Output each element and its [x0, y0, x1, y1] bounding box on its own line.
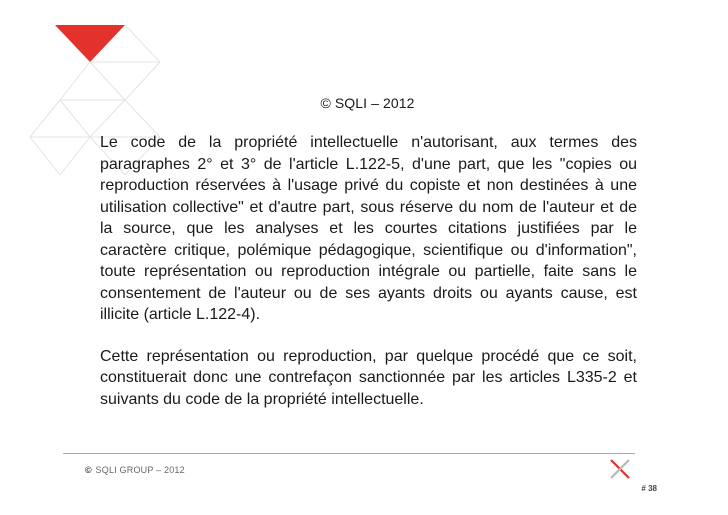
- sqli-x-mark-icon: [607, 456, 633, 482]
- copyright-header: © SQLI – 2012: [320, 95, 415, 111]
- page-number: # 38: [641, 484, 657, 493]
- footer-copyright: [85, 465, 185, 475]
- footer-copyright-text: SQLI GROUP – 2012: [95, 465, 185, 475]
- copyright-symbol: ©: [85, 465, 92, 475]
- legal-notice: [100, 132, 637, 410]
- footer-divider: [63, 453, 635, 454]
- legal-paragraph-1: Le code de la propriété intellectuelle n'autorisant, aux termes des paragraphes 2° et 3° de l'article L.122-5, d'une part, que les "copies ou reproduction réservées à l'usage privé du copiste et non destinées à une utilisation collective" et d'autre part, sous réserve du nom de l'auteur et de la source, que les analyses et les courtes citations justifiées par le caractère critique, polémique pédagogique, scientifique ou d'information", toute représentation ou reproduction intégrale ou partielle, faite sans le consentement de l'auteur ou de ses ayants droits ou ayants cause, est illicite (article L.122-4).: [100, 134, 637, 323]
- legal-paragraph-2: Cette représentation ou reproduction, par quelque procédé que ce soit, constituerait donc une contrefaçon sanctionnée par les articles L335-2 et suivants du code de la propriété intellectuelle.: [100, 347, 637, 408]
